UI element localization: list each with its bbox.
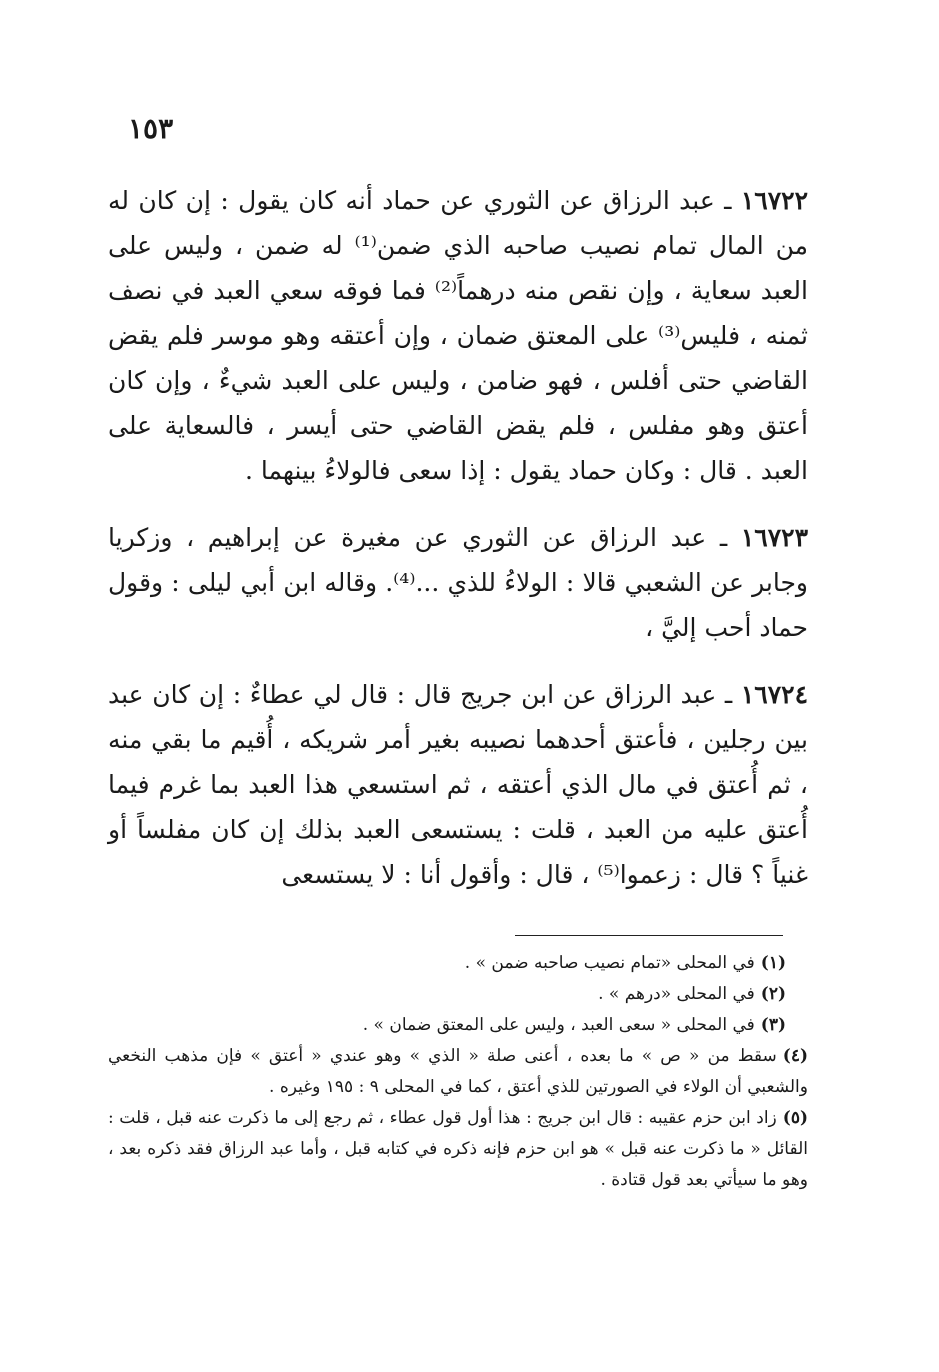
footnote — [108, 1041, 808, 1103]
entry-number: ١٦٧٢٣ — [740, 523, 808, 552]
paragraph-text: ـ عبد الرزاق عن الثوري عن مغيرة عن إبراهيم ، وزكريا وجابر عن الشعبي قالا : الولاءُ للذي ...⁽⁴⁾. وقاله ابن أبي ليلى : وقول حماد أحب إليَّ ، — [108, 523, 808, 642]
footnotes — [108, 948, 808, 1196]
footnote-label: (٤) — [782, 1046, 808, 1066]
page-number: ١٥٣ — [128, 112, 174, 145]
footnote-label: (٥) — [782, 1108, 808, 1128]
footnote-text: سقط من « ص » ما بعده ، أعنى صلة « الذي » وهو عندي « أعتق » فإن مذهب النخعي والشعبي أن الولاء في الصورتين للذي أعتق ، كما في المحلى ٩ : ١٩٥ وغيره . — [108, 1046, 808, 1097]
footnote-label: (٣) — [760, 1015, 786, 1035]
footnote-divider — [515, 935, 783, 936]
footnote-label: (٢) — [760, 984, 786, 1004]
paragraph-text: ـ عبد الرزاق عن الثوري عن حماد أنه كان يقول : إن كان له من المال تمام نصيب صاحبه الذي ضمن⁽¹⁾ له ضمن ، وليس على العبد سعاية ، وإن نقص منه درهماً⁽²⁾ فما فوقه سعي العبد في نصف ثمنه ، فليس⁽³⁾ على المعتق ضمان ، وإن أعتقه وهو موسر فلم يقض القاضي حتى أفلس ، فهو ضامن ، وليس على العبد شيءٌ ، وإن كان أعتق وهو مفلس ، فلم يقض القاضي حتى أيسر ، فالسعاية على العبد . قال : وكان حماد يقول : إذا سعى فالولاءُ بينهما . — [108, 186, 808, 485]
footnote — [108, 979, 808, 1010]
hadith-paragraph — [108, 515, 808, 650]
footnote — [108, 948, 808, 979]
entry-number: ١٦٧٢٤ — [740, 680, 808, 709]
entry-number: ١٦٧٢٢ — [740, 186, 808, 215]
footnote-text: في المحلى « سعى العبد ، وليس على المعتق ضمان » . — [362, 1015, 755, 1035]
main-text — [108, 178, 808, 919]
footnote-label: (١) — [760, 953, 786, 973]
paragraph-text: ـ عبد الرزاق عن ابن جريج قال : قال لي عطاءٌ : إن كان عبد بين رجلين ، فأعتق أحدهما نصيبه بغير أمر شريكه ، أُقيم ما بقي منه ، ثم أُعتق في مال الذي أعتقه ، ثم استسعي هذا العبد بما غرم فيما أُعتق عليه من العبد ، قلت : يستسعى العبد بذلك إن كان مفلساً أو غنياً ؟ قال : زعموا⁽⁵⁾ ، قال : وأقول أنا : لا يستسعى — [108, 680, 808, 889]
footnote-text: في المحلى «درهم » . — [598, 984, 755, 1004]
footnote — [108, 1103, 808, 1196]
footnote-text: زاد ابن حزم عقيبه : قال ابن جريج : هذا أول قول عطاء ، ثم رجع إلى ما ذكرت عنه قبل ، قلت : القائل « ما ذكرت عنه قبل » هو ابن حزم فإنه ذكره في كتابه قبل ، وأما عبد الرزاق فقد ذكره بعد ، وهو ما سيأتي بعد قول قتادة . — [108, 1108, 808, 1190]
footnote-text: في المحلى «تمام نصيب صاحبه ضمن » . — [464, 953, 755, 973]
hadith-paragraph — [108, 178, 808, 493]
footnote — [108, 1010, 808, 1041]
hadith-paragraph — [108, 672, 808, 897]
